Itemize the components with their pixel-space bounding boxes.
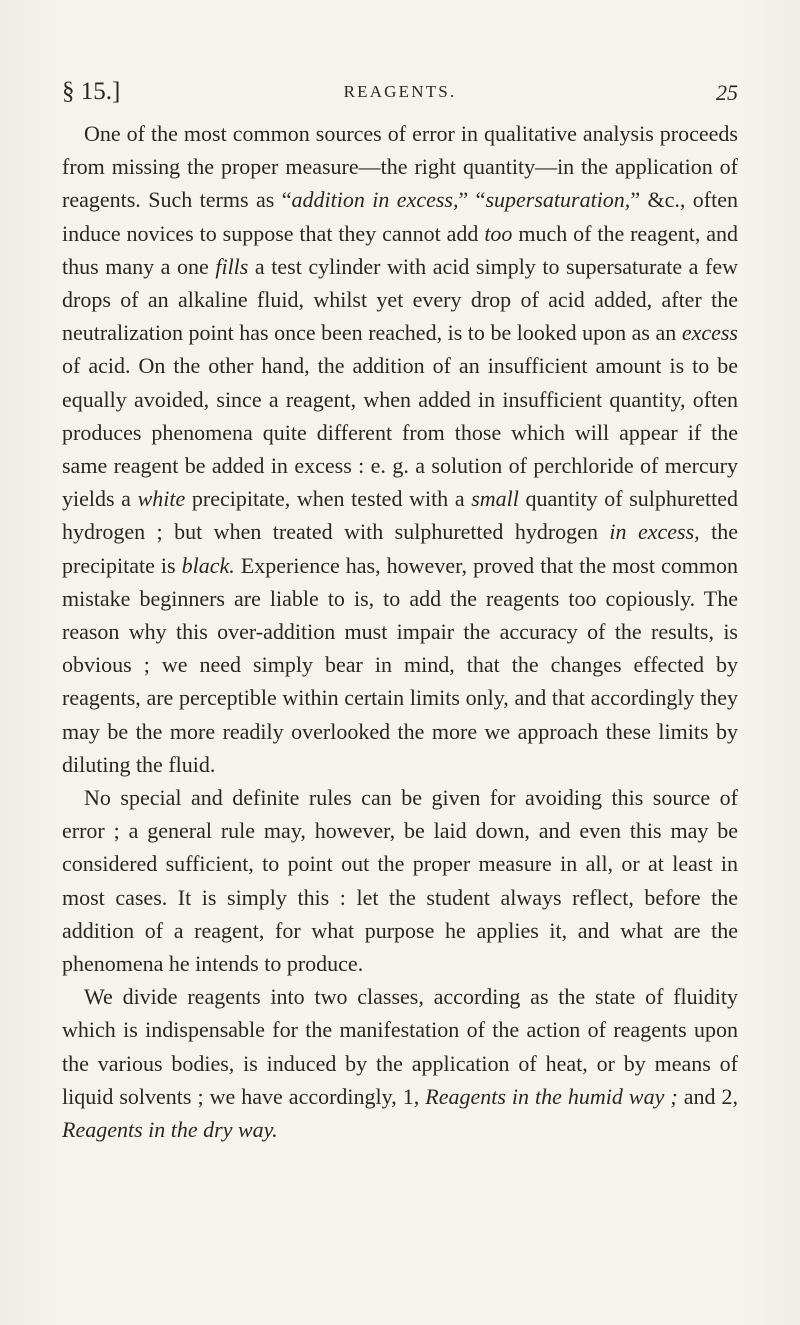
- text-run: No special and definite rules can be given for avoiding this source of error ; a general rule may, however, be laid down, and even this may be considered sufficient, to point out the proper measure in all, or at least in most cases. It is simply this : let the student always reflect, before the addition of a reagent, for what purpose he applies it, and what are the phenomena he intends to produce.: [62, 785, 738, 977]
- text-run: the precipitate is: [62, 519, 738, 578]
- italic-text: addition in excess,: [291, 187, 459, 213]
- text-run: One of the most common sources of error in qualitative analysis proceeds from missing the proper measure—the right quantity—in the application of reagents. Such terms as “: [62, 121, 738, 213]
- body-text: [62, 117, 738, 1146]
- text-run: much of the reagent, and thus many a one: [62, 220, 739, 279]
- italic-text: small: [471, 486, 519, 512]
- paragraph-2: [62, 781, 738, 980]
- italic-text: supersaturation,: [485, 187, 631, 213]
- text-run: of acid. On the other hand, the addition of an insufficient amount is to be equally avoided, since a reagent, when added in insufficient quantity, often produces phenomena quite different from those which will appear if the same reagent be added in excess : e. g. a solution of perchloride of mercury yields a: [62, 353, 738, 512]
- paragraph-3: [62, 980, 738, 1146]
- italic-text: black.: [181, 552, 235, 578]
- italic-text: Reagents in the humid way ;: [425, 1083, 678, 1109]
- italic-text: fills: [215, 253, 249, 279]
- italic-text: white: [137, 486, 186, 512]
- running-title: REAGENTS.: [343, 82, 457, 101]
- paragraph-1: [62, 117, 738, 781]
- italic-text: too: [484, 220, 513, 246]
- running-header: [62, 78, 738, 108]
- page-number: 25: [716, 80, 738, 105]
- italic-text: in excess,: [609, 519, 700, 545]
- text-run: a test cylinder with acid simply to supersaturate a few drops of an alkaline fluid, whilst yet every drop of acid added, after the neutralization point has once been reached, is to be looked upon as an: [62, 253, 738, 346]
- text-run: We divide reagents into two classes, according as the state of fluidity which is indispensable for the manifestation of the action of reagents upon the various bodies, is induced by the application of heat, or by means of liquid solvents ; we have accordingly, 1,: [62, 984, 738, 1109]
- section-number: § 15.]: [62, 78, 121, 105]
- text-run: precipitate, when tested with a: [185, 486, 472, 512]
- text-run: and 2,: [677, 1083, 738, 1109]
- text-run: ” “: [458, 187, 486, 213]
- text-run: quantity of sulphuretted hydrogen ; but when treated with sulphuretted hydrogen: [62, 486, 738, 545]
- text-run: Experience has, however, proved that the most common mistake beginners are liable to is, to add the reagents too copiously. The reason why this over-addition must impair the accuracy of the results, is obvious ; we need simply bear in mind, that the changes effected by reagents, are perceptible within certain limits only, and that accordingly they may be the more readily overlooked the more we approach these limits by diluting the fluid.: [62, 552, 738, 777]
- italic-text: excess: [681, 320, 738, 346]
- italic-text: Reagents in the dry way.: [62, 1117, 278, 1143]
- text-run: ” &c., often induce novices to suppose that they cannot add: [62, 187, 739, 246]
